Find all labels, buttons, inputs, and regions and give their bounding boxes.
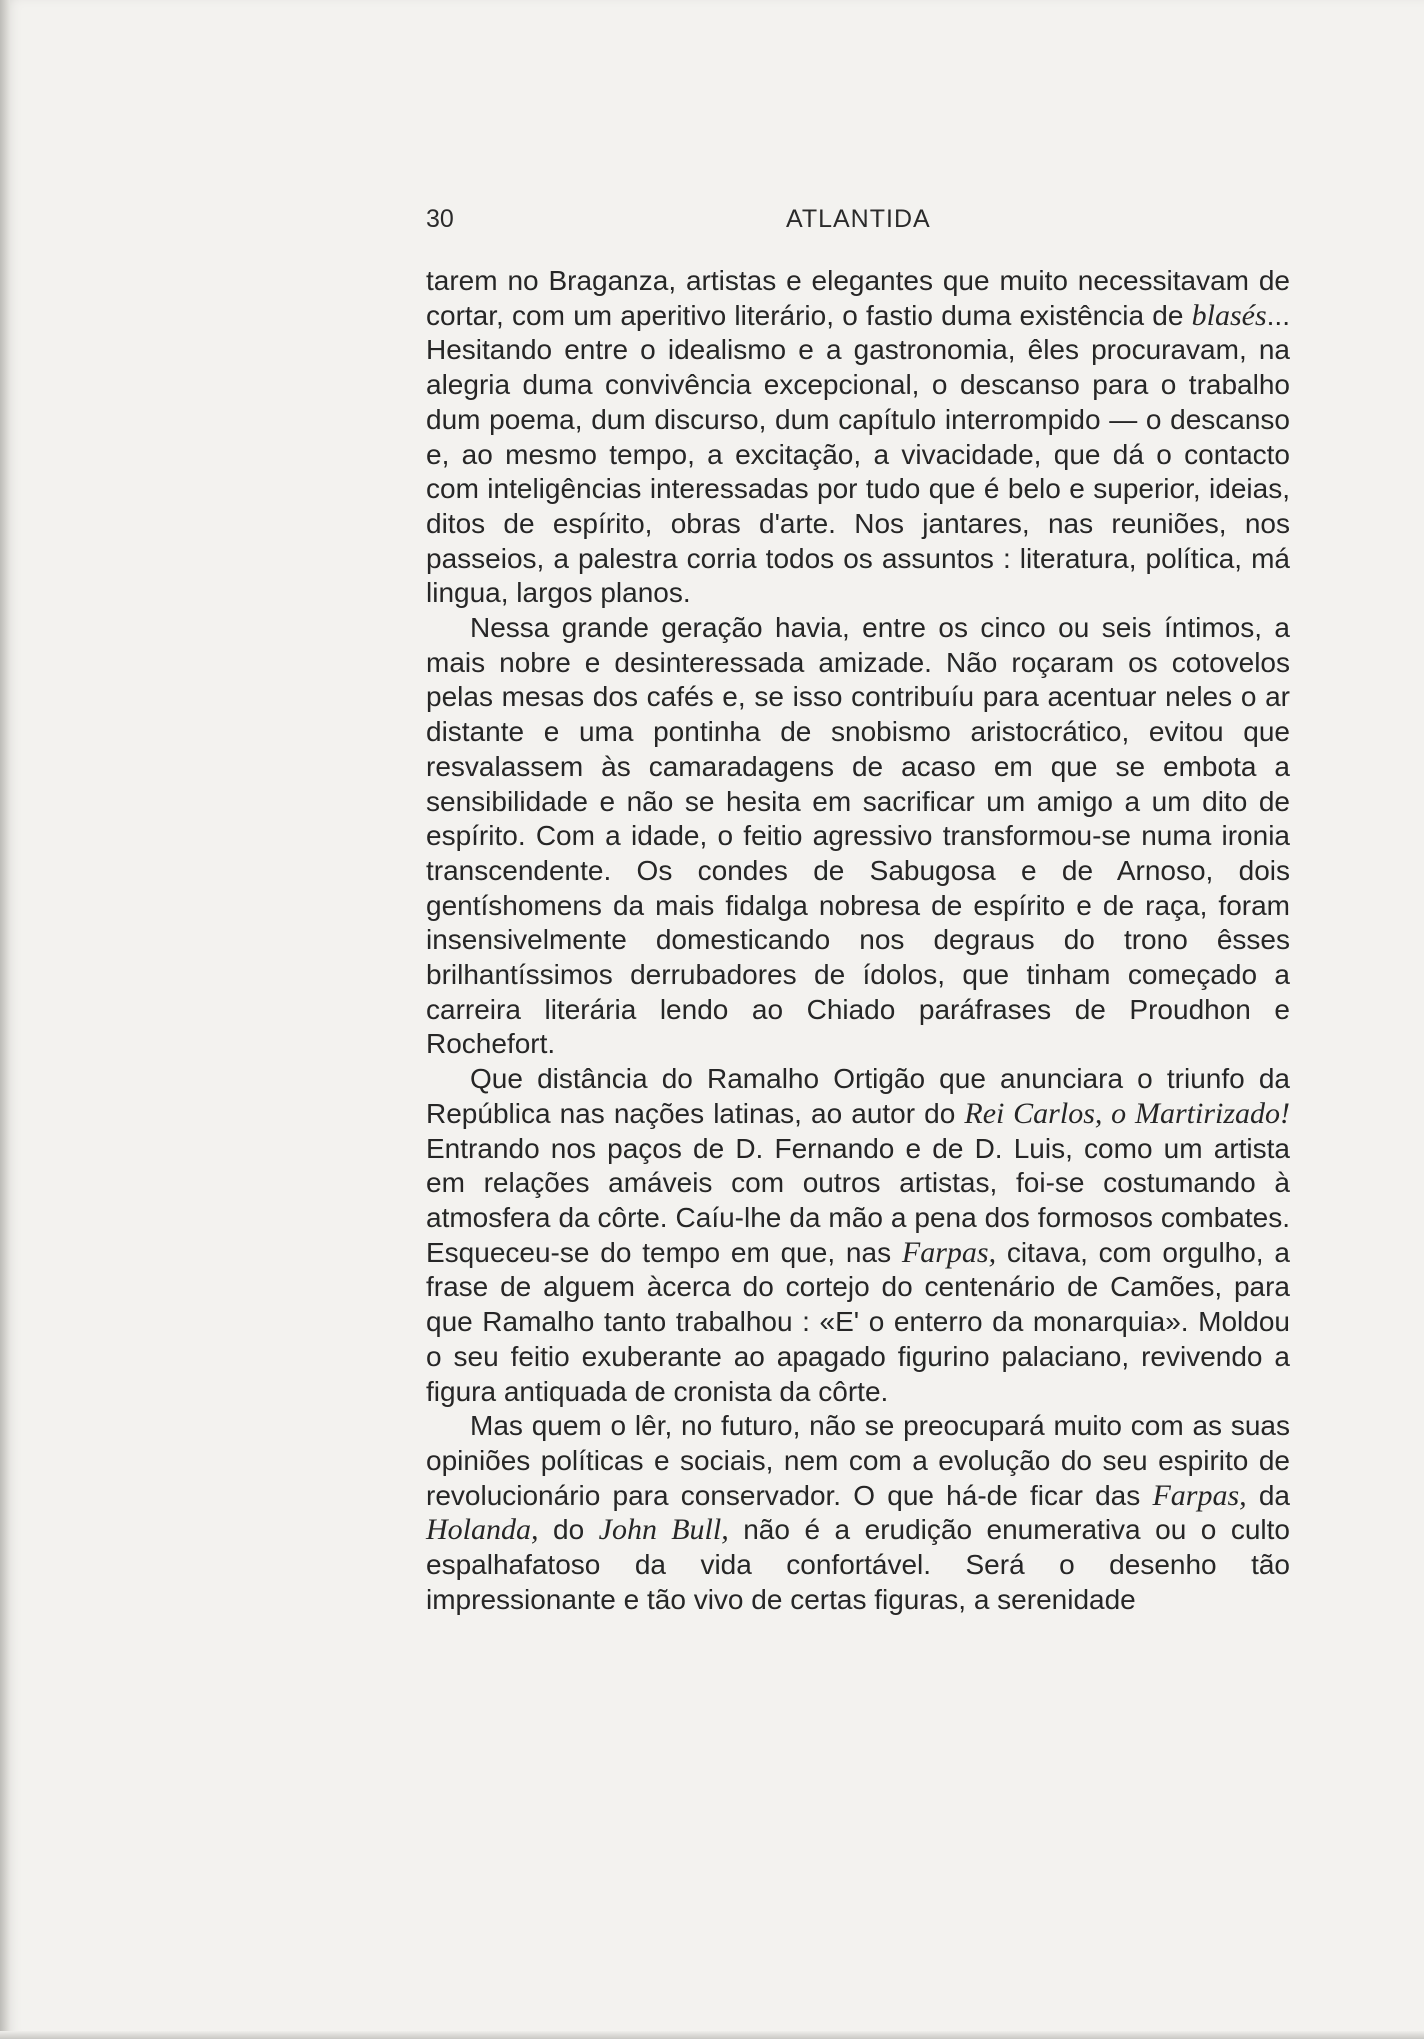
text-run: do [538,1514,599,1546]
paragraph [426,611,1290,1062]
italic-text: Rei Carlos, o Martirizado! [964,1096,1290,1130]
paragraph [426,1062,1290,1409]
text-run: citava, com orgulho, a frase de alguem àcerca do cortejo do centenário de Camões, para que Ramalho tanto trabalhou : «E' o enterro da monarquia». Moldou o seu feitio exuberante ao apagado figurino palaciano, revivendo a figura antiquada de cronista da côrte. [426,1236,1290,1407]
text-run: Entrando nos paços de D. Fernando e de D. Luis, como um artista em relações amáveis com outros artistas, foi-se costumando à atmosfera da côrte. Caíu-lhe da mão a pena dos formosos combates. Esqueceu-se do tempo em que, nas [426,1132,1290,1268]
body-text [426,264,1290,1617]
text-run: Mas quem o lêr, no futuro, não se preocupará muito com as suas opiniões políticas e sociais, nem com a evolução do seu espirito de revolucionário para conservador. O que há-de ficar das [426,1410,1290,1511]
italic-text: blasés [1191,298,1267,332]
text-run: tarem no Braganza, artistas e elegantes que muito necessitavam de cortar, com um aperitivo literário, o fastio duma existência de [426,265,1290,331]
page-header [426,205,1290,245]
italic-text: John Bull, [598,1513,729,1547]
text-run: Que distância do Ramalho Ortigão que anunciara o triunfo da República nas nações latinas, ao autor do [426,1063,1290,1129]
text-run: da [1246,1479,1290,1511]
text-run: ... Hesitando entre o idealismo e a gastronomia, êles procuravam, na alegria duma convivência excepcional, o descanso para o trabalho dum poema, dum discurso, dum capítulo interrompido — o descanso e, ao mesmo tempo, a excitação, a vivacidade, que dá o contacto com inteligências interessadas por tudo que é belo e superior, ideias, ditos de espírito, obras d'arte. Nos jantares, nas reuniões, nos passeios, a palestra corria todos os assuntos : literatura, política, má lingua, largos planos. [426,299,1290,609]
text-run: Nessa grande geração havia, entre os cinco ou seis íntimos, a mais nobre e desinteressada amizade. Não roçaram os cotovelos pelas mesas dos cafés e, se isso contribuíu para acentuar neles o ar distante e uma pontinha de snobismo aristocrático, evitou que resvalassem às camaradagens de acaso em que se embota a sensibilidade e não se hesita em sacrificar um amigo a um dito de espírito. Com a idade, o feitio agressivo transformou-se numa ironia transcendente. Os condes de Sabugosa e de Arnoso, dois gentíshomens da mais fidalga nobresa de espírito e de raça, foram insensivelmente domesticando nos degraus do trono êsses brilhantíssimos derrubadores de ídolos, que tinham começado a carreira literária lendo ao Chiado paráfrases de Proudhon e Rochefort. [426,612,1290,1060]
paragraph [426,264,1290,611]
paragraph [426,1409,1290,1617]
italic-text: Farpas, [1152,1478,1247,1512]
italic-text: Holanda, [426,1513,539,1547]
page-number: 30 [426,205,454,233]
running-title: ATLANTIDA [786,205,931,233]
italic-text: Farpas, [901,1235,997,1269]
text-run: não é a erudição enumerativa ou o culto espalhafatoso da vida confortável. Será o desenho tão impressionante e tão vivo de certas figuras, a serenidade [426,1514,1291,1615]
